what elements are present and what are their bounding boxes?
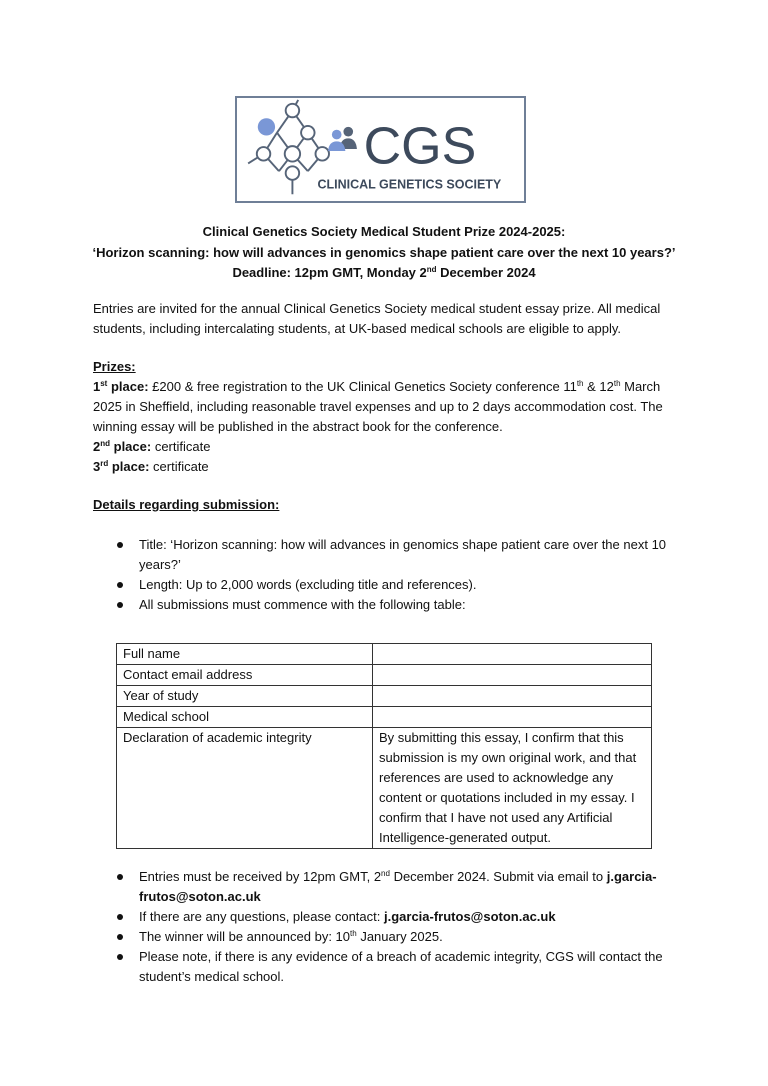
logo-subtext: CLINICAL GENETICS SOCIETY <box>317 177 502 192</box>
table-row <box>117 686 652 707</box>
closing-list <box>93 867 683 987</box>
submission-table <box>116 643 652 849</box>
heading-topic: ‘Horizon scanning: how will advances in genomics shape patient care over the next 10 years?’ <box>92 244 676 260</box>
table-cell-label: Contact email address <box>117 665 373 686</box>
third-place: 3rd place: certificate <box>93 459 209 474</box>
prizes-heading: Prizes: <box>93 359 136 374</box>
table-row <box>117 728 652 849</box>
prize-heading <box>60 222 708 284</box>
table-cell-value: By submitting this essay, I confirm that this submission is my own original work, and that references are used to acknowledge any content or quotations included in my essay. I confirm that I have not used any Artificial Intelligence-generated output. <box>373 728 652 849</box>
contact-email-link[interactable]: j.garcia-frutos@soton.ac.uk <box>383 909 556 924</box>
prizes-section <box>93 357 683 477</box>
submission-heading: Details regarding submission: <box>93 497 280 512</box>
list-item: Length: Up to 2,000 words (excluding title and references). <box>93 575 683 595</box>
table-cell-label: Full name <box>117 644 373 665</box>
table-cell-value <box>373 644 652 665</box>
submission-email-link[interactable]: j.garcia-frutos@soton.ac.uk <box>139 869 657 904</box>
intro-paragraph: Entries are invited for the annual Clinical Genetics Society medical student essay prize. All medical students, including intercalating students, at UK-based medical schools are eligible to apply. <box>93 301 661 336</box>
table-row <box>117 707 652 728</box>
heading-title: Clinical Genetics Society Medical Student Prize 2024-2025: <box>202 224 566 239</box>
list-item: All submissions must commence with the following table: <box>93 595 683 615</box>
table-cell-value <box>373 707 652 728</box>
table-cell-label: Medical school <box>117 707 373 728</box>
logo-cgs-text: CGS <box>363 117 477 176</box>
heading-deadline: Deadline: 12pm GMT, Monday 2nd December 2024 <box>232 265 536 280</box>
second-place: 2nd place: certificate <box>93 439 211 454</box>
cgs-logo <box>235 96 526 203</box>
list-item: The winner will be announced by: 10th January 2025. <box>93 927 683 947</box>
submission-list <box>93 535 683 615</box>
dna-network-icon <box>237 98 524 201</box>
table-row <box>117 644 652 665</box>
table-cell-label: Year of study <box>117 686 373 707</box>
list-item: Title: ‘Horizon scanning: how will advances in genomics shape patient care over the next 10 years?’ <box>93 535 683 575</box>
table-cell-label: Declaration of academic integrity <box>117 728 373 849</box>
list-item: If there are any questions, please contact: j.garcia-frutos@soton.ac.uk <box>93 907 683 927</box>
table-row <box>117 665 652 686</box>
table-cell-value <box>373 686 652 707</box>
list-item: Entries must be received by 12pm GMT, 2nd December 2024. Submit via email to j.garcia-frutos@soton.ac.uk <box>93 867 683 907</box>
list-item: Please note, if there is any evidence of a breach of academic integrity, CGS will contact the student’s medical school. <box>93 947 683 987</box>
table-cell-value <box>373 665 652 686</box>
first-place: 1st place: £200 & free registration to the UK Clinical Genetics Society conference 11th & 12th March 2025 in Sheffield, including reasonable travel expenses and up to 2 days accommodation cost. The winning essay will be published in the abstract book for the conference. <box>93 379 663 434</box>
